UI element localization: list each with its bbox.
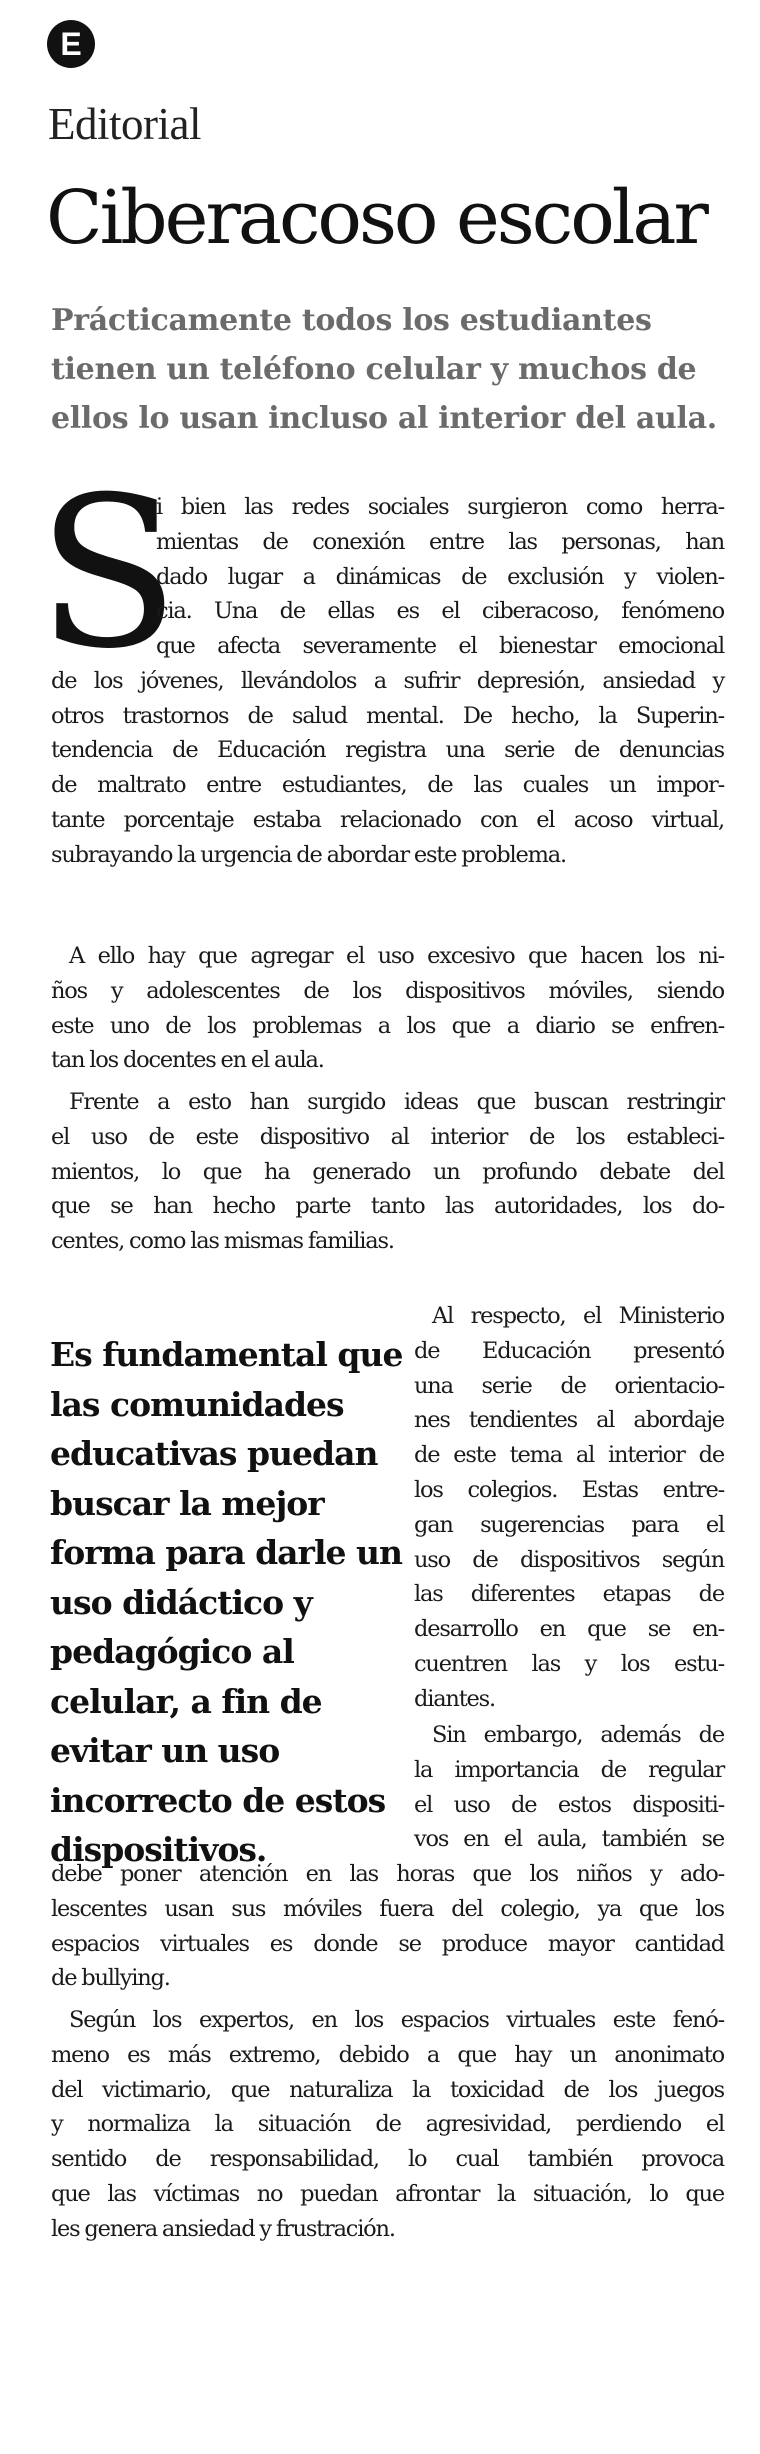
body-line: cuentren las y los estu- (414, 1650, 724, 1677)
body-line: desarrollo en que se en- (414, 1616, 724, 1643)
body-line: que se han hecho parte tanto las autoridades, los do- (51, 1193, 724, 1220)
pull-quote-line: incorrecto de estos (50, 1780, 386, 1820)
body-line: debe poner atención en las horas que los niños y ado- (51, 1861, 724, 1887)
paragraph-1 (51, 629, 724, 873)
body-line: subrayando la urgencia de abordar este problema. (51, 841, 566, 868)
subhead-line: ellos lo usan incluso al interior del aula. (51, 401, 717, 436)
body-line: otros trastornos de salud mental. De hecho, la Superin- (51, 702, 724, 729)
body-line: vos en el aula, también se (414, 1826, 724, 1853)
body-line: tante porcentaje estaba relacionado con el acoso virtual, (51, 806, 724, 833)
pull-quote-line: celular, a fin de (50, 1681, 322, 1721)
body-line: diantes. (414, 1685, 495, 1712)
body-line: los colegios. Estas entre- (414, 1476, 724, 1503)
pull-quote-line: pedagógico al (50, 1632, 294, 1671)
body-line: i bien las redes sociales surgieron como herra- (156, 494, 724, 520)
section-badge: E (47, 20, 95, 68)
pull-quote-line: buscar la mejor (50, 1483, 324, 1523)
paragraph-2 (51, 939, 724, 1078)
body-line: sentido de responsabilidad, lo cual también provoca (51, 2146, 724, 2173)
body-line: nes tendientes al abordaje (414, 1407, 724, 1434)
body-line: ños y adolescentes de los dispositivos móviles, siendo (51, 977, 724, 1004)
subhead-line: Prácticamente todos los estudiantes (51, 303, 652, 338)
pull-quote-line: forma para darle un (50, 1533, 402, 1572)
body-line: gan sugerencias para el (414, 1511, 724, 1538)
headline: Ciberacoso escolar (46, 175, 706, 261)
body-line: de maltrato entre estudiantes, de las cuales un impor- (51, 772, 724, 799)
pull-quote-line: educativas puedan (50, 1434, 378, 1473)
paragraph-1-dropcap-lines (156, 490, 724, 629)
paragraph-3 (51, 1085, 724, 1259)
body-line: de este tema al interior de (414, 1442, 724, 1469)
body-line: el uso de este dispositivo al interior de los estableci- (51, 1123, 724, 1150)
pull-quote-line: las comunidades (50, 1384, 344, 1424)
body-line: Según los expertos, en los espacios virtuales este fenó- (69, 2007, 724, 2033)
body-line: A ello hay que agregar el uso excesivo que hacen los ni- (69, 943, 724, 969)
body-line: este uno de los problemas a los que a diario se enfren- (51, 1012, 724, 1039)
body-line: la importancia de regular (414, 1756, 724, 1783)
body-line: centes, como las mismas familias. (51, 1228, 394, 1255)
section-title: Editorial (48, 99, 201, 149)
body-line: meno es más extremo, debido a que hay un anonimato (51, 2041, 724, 2068)
body-line: y normaliza la situación de agresividad, perdiendo el (51, 2111, 724, 2138)
body-line: tan los docentes en el aula. (51, 1047, 324, 1074)
body-line: del victimario, que naturaliza la toxicidad de los juegos (51, 2076, 724, 2103)
body-line: de Educación presentó (414, 1337, 724, 1364)
body-line: mientas de conexión entre las personas, han (156, 528, 724, 555)
paragraph-5-wide (51, 1857, 724, 1996)
body-line: que afecta severamente el bienestar emocional (156, 633, 724, 659)
body-line: una serie de orientacio- (414, 1372, 724, 1399)
pull-quote-line: dispositivos. (50, 1830, 267, 1869)
body-line: lescentes usan sus móviles fuera del colegio, ya que los (51, 1895, 724, 1922)
body-line: de bullying. (51, 1965, 170, 1992)
body-line: cia. Una de ellas es el ciberacoso, fenómeno (156, 598, 724, 625)
body-line: Al respecto, el Ministerio (432, 1303, 724, 1329)
body-line: espacios virtuales es donde se produce mayor cantidad (51, 1930, 724, 1957)
subhead-line: tienen un teléfono celular y muchos de (51, 352, 697, 387)
pull-quote-line: evitar un uso (50, 1731, 280, 1770)
pull-quote-line: Es fundamental que (50, 1335, 403, 1374)
drop-cap: S (37, 453, 180, 695)
body-line: el uso de estos dispositi- (414, 1791, 724, 1818)
body-line: les genera ansiedad y frustración. (51, 2215, 395, 2242)
paragraph-4 (414, 1299, 724, 1717)
pull-quote-line: uso didáctico y (50, 1582, 312, 1622)
body-line: mientos, lo que ha generado un profundo debate del (51, 1158, 724, 1185)
body-line: uso de dispositivos según (414, 1546, 724, 1573)
subhead (51, 296, 731, 443)
paragraph-5-narrow (414, 1718, 724, 1857)
body-line: las diferentes etapas de (414, 1581, 724, 1608)
body-line: que las víctimas no puedan afrontar la situación, lo que (51, 2180, 724, 2207)
paragraph-6 (51, 2003, 724, 2247)
pull-quote (50, 1330, 403, 1875)
body-line: tendencia de Educación registra una serie de denuncias (51, 737, 724, 764)
body-line: Sin embargo, además de (432, 1722, 724, 1748)
body-line: Frente a esto han surgido ideas que buscan restringir (69, 1089, 724, 1115)
body-line: dado lugar a dinámicas de exclusión y violen- (156, 563, 724, 590)
body-line: de los jóvenes, llevándolos a sufrir depresión, ansiedad y (51, 667, 724, 694)
